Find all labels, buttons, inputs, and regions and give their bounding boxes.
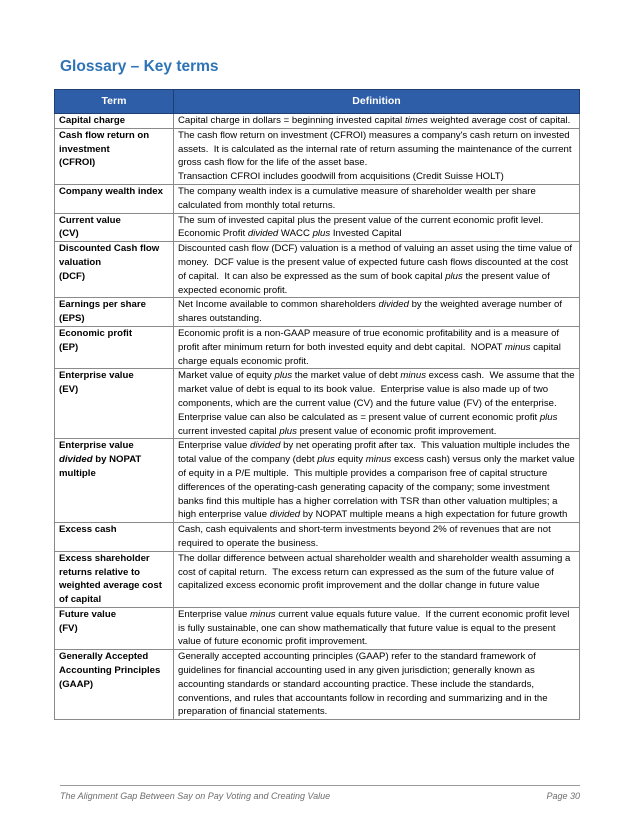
glossary-definition: Market value of equity plus the market value of debt minus excess cash. We assume that the market value of debt is equal to its book value. Enterprise value is also made up of two components, which are the current value (CV) and the future value (FV) of the enterprise. Enterprise value can also be calculated as = present value of current economic profit plus current invested capital plus present value of economic profit improvement. bbox=[174, 369, 580, 439]
column-header-term: Term bbox=[55, 90, 174, 114]
glossary-term-line: Excess cash bbox=[59, 524, 117, 536]
glossary-term-line: (GAAP) bbox=[59, 678, 94, 690]
table-row bbox=[55, 213, 580, 242]
table-header-row bbox=[55, 90, 580, 114]
table-row bbox=[55, 607, 580, 649]
glossary-term bbox=[55, 128, 174, 184]
table-row bbox=[55, 650, 580, 720]
glossary-term-line: Current value bbox=[59, 214, 121, 226]
glossary-term-line: (EPS) bbox=[59, 313, 85, 325]
table-row bbox=[55, 439, 580, 523]
table-row bbox=[55, 242, 580, 298]
glossary-definition: The sum of invested capital plus the present value of the current economic profit level. Economic Profit divided WACC plus Invested Capital bbox=[174, 213, 580, 242]
glossary-definition: Net Income available to common shareholders divided by the weighted average number of shares outstanding. bbox=[174, 298, 580, 327]
table-row bbox=[55, 369, 580, 439]
glossary-definition: Generally accepted accounting principles (GAAP) refer to the standard framework of guidelines for financial accounting used in any given jurisdiction; generally known as accounting standards or standard accounting practice. These include the standards, conventions, and rules that accountants follow in recording and summarizing and in the preparation of financial statements. bbox=[174, 650, 580, 720]
table-row bbox=[55, 326, 580, 368]
glossary-term bbox=[55, 369, 174, 439]
column-header-definition: Definition bbox=[174, 90, 580, 114]
glossary-term bbox=[55, 114, 174, 129]
glossary-definition: Enterprise value divided by net operating profit after tax. This valuation multiple includes the total value of the company (debt plus equity minus excess cash) versus only the market value of equity in a P/E multiple. This multiple provides a comparison free of capital structure differences of the operating-cash generating capacity of the company; some investment banks find this multiple has a higher correlation with TSR than other valuation multiples; a high enterprise value divided by NOPAT multiple means a high expectation for future growth bbox=[174, 439, 580, 523]
glossary-term-line: Discounted Cash flow valuation bbox=[59, 243, 160, 268]
glossary-term-line: (EV) bbox=[59, 384, 79, 396]
glossary-term-line: Excess shareholder returns relative to weighted average cost of capital bbox=[59, 552, 162, 606]
glossary-term bbox=[55, 213, 174, 242]
glossary-term-line: Cash flow return on investment bbox=[59, 129, 150, 155]
table-row bbox=[55, 114, 580, 129]
glossary-term-line: Earnings per share bbox=[59, 299, 146, 311]
glossary-term bbox=[55, 551, 174, 607]
glossary-term-line: (EP) bbox=[59, 341, 79, 353]
glossary-term bbox=[55, 242, 174, 298]
glossary-table bbox=[54, 89, 580, 720]
glossary-definition: The cash flow return on investment (CFROI) measures a company's cash return on invested assets. It is calculated as the internal rate of return assuming the maintenance of the current gross cash flow for the life of the asset base. Transaction CFROI includes goodwill from acquisitions (Credit Suisse HOLT) bbox=[174, 128, 580, 184]
glossary-term-line: Enterprise value bbox=[59, 370, 134, 382]
table-row bbox=[55, 298, 580, 327]
footer-document-title: The Alignment Gap Between Say on Pay Voting and Creating Value bbox=[60, 791, 331, 801]
glossary-term-line: Capital charge bbox=[59, 115, 126, 126]
glossary-term-line: Enterprise value divided by NOPAT multiple bbox=[59, 440, 142, 479]
glossary-body bbox=[55, 114, 580, 720]
glossary-definition: Capital charge in dollars = beginning invested capital times weighted average cost of capital. bbox=[174, 114, 580, 129]
glossary-definition: Discounted cash flow (DCF) valuation is a method of valuing an asset using the time value of money. DCF value is the present value of expected future cash flows discounted at the cost of capital. It can also be expressed as the sum of book capital plus the present value of expected economic profit. bbox=[174, 242, 580, 298]
glossary-term bbox=[55, 650, 174, 720]
glossary-definition: Economic profit is a non-GAAP measure of true economic profitability and is a measure of profit after minimum return for both invested equity and debt capital. NOPAT minus capital charge equals economic profit. bbox=[174, 326, 580, 368]
glossary-term bbox=[55, 298, 174, 327]
glossary-term-line: (CFROI) bbox=[59, 157, 96, 169]
glossary-term-line: Generally Accepted Accounting Principles bbox=[59, 651, 161, 677]
glossary-term bbox=[55, 607, 174, 649]
page-title: Glossary – Key terms bbox=[60, 58, 219, 75]
glossary-definition: Cash, cash equivalents and short-term investments beyond 2% of revenues that are not required to operate the business. bbox=[174, 523, 580, 552]
table-row bbox=[55, 184, 580, 213]
glossary-term-line: (CV) bbox=[59, 228, 79, 240]
glossary-term bbox=[55, 523, 174, 552]
glossary-term-line: Company wealth index bbox=[59, 185, 163, 197]
footer-page-number: Page 30 bbox=[546, 791, 580, 801]
glossary-term-line: Economic profit bbox=[59, 327, 133, 339]
glossary-term-line: (FV) bbox=[59, 622, 78, 634]
table-row bbox=[55, 523, 580, 552]
glossary-term bbox=[55, 439, 174, 523]
glossary-term-line: (DCF) bbox=[59, 270, 86, 282]
table-row bbox=[55, 551, 580, 607]
glossary-definition: The dollar difference between actual shareholder wealth and shareholder wealth assuming a cost of capital return. The excess return can expressed as the sum of the future value of capitalized excess economic profit improvement and the dollar change in future value bbox=[174, 551, 580, 607]
glossary-term bbox=[55, 326, 174, 368]
glossary-term-line: Future value bbox=[59, 608, 117, 620]
table-row bbox=[55, 128, 580, 184]
footer-divider bbox=[60, 785, 580, 786]
glossary-definition: The company wealth index is a cumulative measure of shareholder wealth per share calculated from monthly total returns. bbox=[174, 184, 580, 213]
glossary-term bbox=[55, 184, 174, 213]
glossary-definition: Enterprise value minus current value equals future value. If the current economic profit level is fully sustainable, one can show mathematically that future value is equal to the present value of future economic profit improvement. bbox=[174, 607, 580, 649]
